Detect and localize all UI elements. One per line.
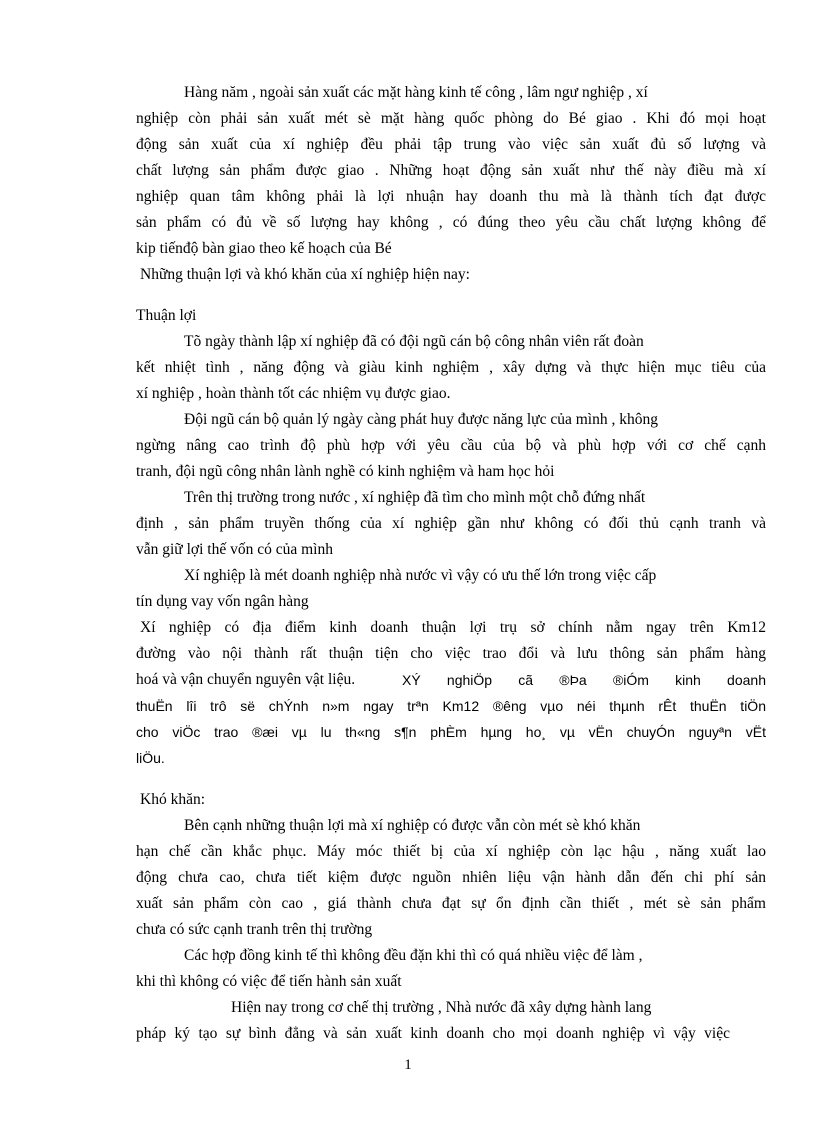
- body-text-line: khi thì không có việc để tiến hành sản xuất: [136, 973, 402, 990]
- body-text-line: vẫn giữ lợi thế vốn có của mình: [136, 541, 333, 558]
- body-text-line: xí nghiệp , hoàn thành tốt các nhiệm vụ được giao.: [136, 385, 451, 402]
- body-text-line: Các hợp đồng kinh tế thì không đều đặn khi thì có quá nhiều việc để làm ,: [184, 947, 643, 964]
- garbled-text-line: XÝ nghiÖp cã ®Þa ®iÓm kinh doanh: [402, 672, 766, 688]
- body-text-line: chất lượng sản phẩm được giao . Những hoạt động sản xuất như thế này điều mà xí: [136, 162, 766, 179]
- body-text-line: nghiệp còn phải sản xuất mét sè mặt hàng quốc phòng do Bé giao . Khi đó mọi hoạt: [136, 110, 766, 127]
- body-text-line: nghiệp quan tâm không phải là lợi nhuận hay doanh thu mà là thành tích đạt được: [136, 188, 766, 205]
- body-text-line: kip tiếnđộ bàn giao theo kế hoạch của Bé: [136, 240, 392, 257]
- body-text-line: đường vào nội thành rất thuận tiện cho việc trao đổi và lưu thông sản phẩm hàng: [136, 645, 766, 662]
- body-text-line: Xí nghiệp có địa điểm kinh doanh thuận lợi trụ sở chính nằm ngay trên Km12: [140, 619, 766, 636]
- body-text-line: Xí nghiệp là mét doanh nghiệp nhà nước vì vậy có ưu thế lớn trong việc cấp: [184, 567, 657, 584]
- garbled-text-line: cho viÖc trao ®æi vµ lu th«ng s¶n phÈm hµng ho¸ vµ vËn chuyÓn nguyªn vËt: [136, 724, 766, 740]
- intro-line: Những thuận lợi và khó khăn của xí nghiệp hiện nay:: [140, 266, 470, 283]
- body-text-line: Bên cạnh những thuận lợi mà xí nghiệp có được vẫn còn mét sè khó khăn: [184, 817, 641, 834]
- body-text-line: chưa có sức cạnh tranh trên thị trường: [136, 921, 373, 938]
- body-text-line: Đội ngũ cán bộ quản lý ngày càng phát huy được năng lực của mình , không: [184, 411, 658, 428]
- body-text-line: Hàng năm , ngoài sản xuất các mặt hàng kinh tế công , lâm ngư nghiệp , xí: [184, 84, 648, 101]
- body-text-line: kết nhiệt tình , năng động và giàu kinh nghiệm , xây dựng và thực hiện mục tiêu của: [136, 359, 766, 376]
- body-text-line: Hiện nay trong cơ chế thị trường , Nhà nước đã xây dựng hành lang: [231, 999, 652, 1016]
- page-number: 1: [404, 1057, 412, 1073]
- body-text-line: tranh, đội ngũ công nhân lành nghề có kinh nghiệm và ham học hỏi: [136, 463, 555, 480]
- body-text-line: sản phẩm có đủ về số lượng hay không , có đúng theo yêu cầu chất lượng không để: [136, 214, 766, 231]
- body-text-line: động chưa cao, chưa tiết kiệm được nguồn nhiên liệu vận hành dẫn đến chi phí sản: [136, 869, 766, 886]
- section-heading-advantages: Thuận lợi: [136, 307, 197, 324]
- body-text-line: pháp ký tạo sự bình đẳng và sản xuất kinh doanh cho mọi doanh nghiệp vì vậy việc: [136, 1025, 730, 1042]
- body-text-line: xuất sản phẩm còn cao , giá thành chưa đạt sự ổn định cần thiết , mét sè sản phẩm: [136, 895, 766, 912]
- body-text-line: ngừng nâng cao trình độ phù hợp với yêu cầu của bộ và phù hợp với cơ chế cạnh: [136, 437, 766, 454]
- body-text-line: Trên thị trường trong nước , xí nghiệp đã tìm cho mình một chỗ đứng nhất: [184, 489, 646, 506]
- body-text-line: hạn chế cần khắc phục. Máy móc thiết bị của xí nghiệp còn lạc hậu , năng xuất lao: [136, 843, 766, 860]
- body-text-line: động sản xuất của xí nghiệp đều phải tập trung vào việc sản xuất đủ số lượng và: [136, 136, 766, 153]
- garbled-text-line: liÖu.: [136, 750, 165, 766]
- body-text-line: Tõ ngày thành lập xí nghiệp đã có đội ngũ cán bộ công nhân viên rất đoàn: [184, 333, 644, 350]
- section-heading-difficulties: Khó khăn:: [140, 791, 206, 808]
- body-text-line: định , sản phẩm truyền thống của xí nghiệp gần như không có đối thủ cạnh tranh và: [136, 515, 766, 532]
- body-text-line: hoá và vận chuyển nguyên vật liệu.: [136, 671, 356, 688]
- garbled-text-line: thuËn lîi trô së chÝnh n»m ngay trªn Km12 ®êng vµo néi thµnh rÊt thuËn tiÖn: [136, 698, 766, 714]
- body-text-line: tín dụng vay vốn ngân hàng: [136, 593, 309, 610]
